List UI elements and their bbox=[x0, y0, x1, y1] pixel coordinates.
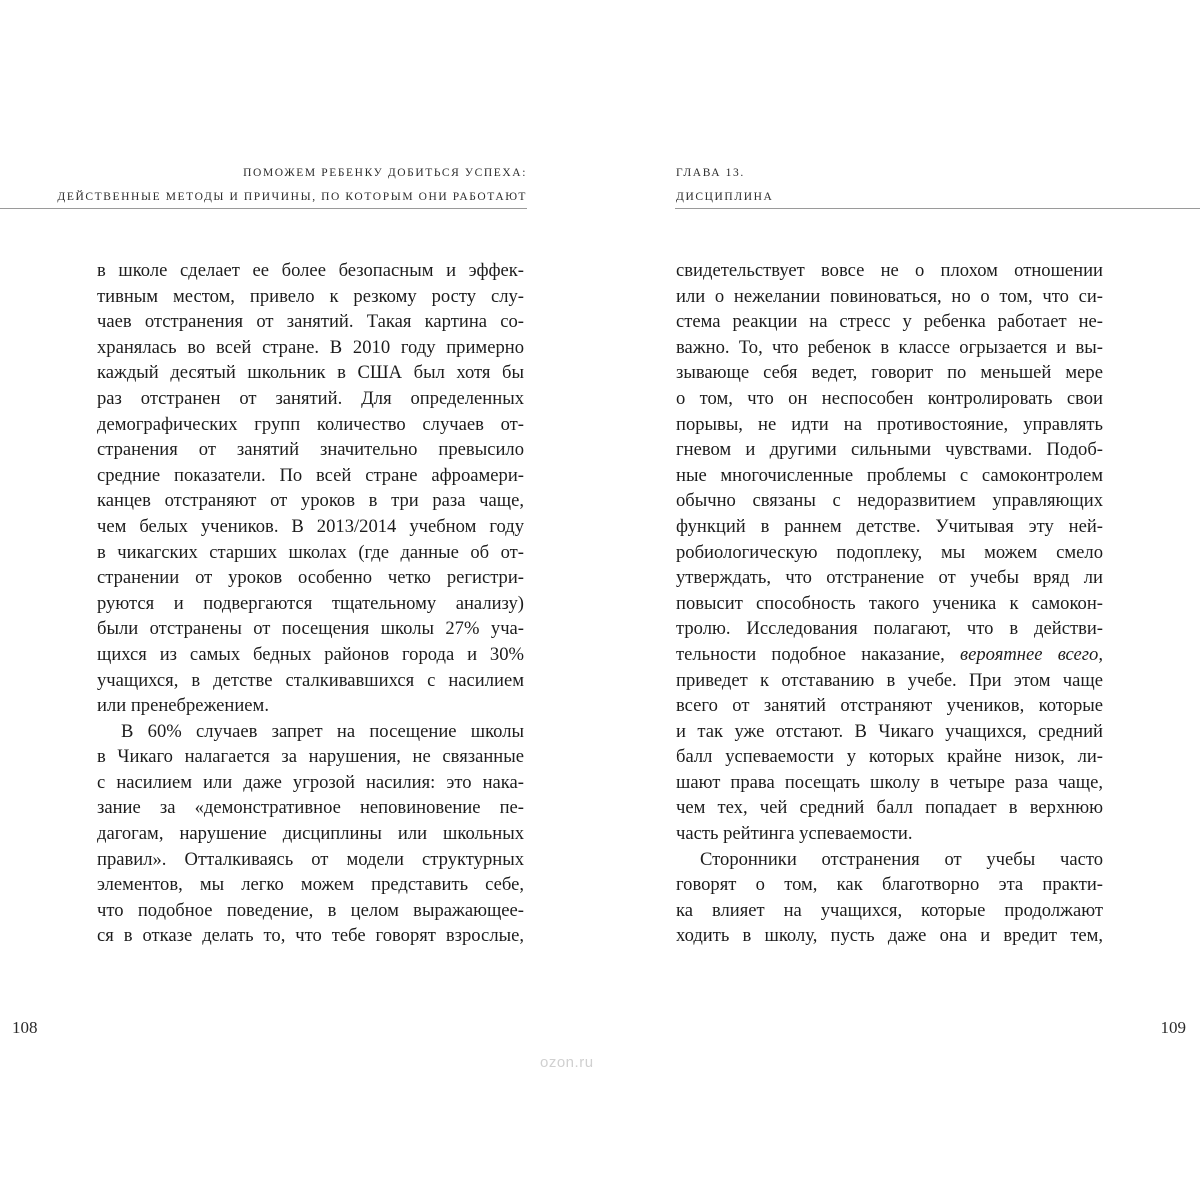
text-line: ка влияет на учащихся, которые продолжают bbox=[676, 899, 1103, 921]
text-line: ходить в школу, пусть даже она и вредит тем, bbox=[676, 925, 1103, 947]
left-page-body bbox=[97, 258, 524, 949]
book-title-line-1: ПОМОЖЕМ РЕБЕНКУ ДОБИТЬСЯ УСПЕХА: bbox=[243, 167, 527, 179]
text-line: говорят о том, как благотворно эта практи- bbox=[676, 874, 1103, 896]
header-rule-right bbox=[675, 208, 1200, 209]
book-title-line-2: ДЕЙСТВЕННЫЕ МЕТОДЫ И ПРИЧИНЫ, ПО КОТОРЫМ ОНИ РАБОТАЮТ bbox=[57, 191, 527, 203]
text-line: в Чикаго налагается за нарушения, не связанные bbox=[97, 746, 524, 768]
text-line: шают права посещать школу в четыре раза чаще, bbox=[676, 771, 1103, 793]
text-line: руются и подвергаются тщательному анализу) bbox=[97, 592, 524, 614]
text-line: приведет к отставанию в учебе. При этом чаще bbox=[676, 669, 1103, 691]
text-line: учащихся, в детстве сталкивавшихся с насилием bbox=[97, 669, 524, 691]
text-line: часть рейтинга успеваемости. bbox=[676, 823, 913, 845]
chapter-title: ДИСЦИПЛИНА bbox=[676, 191, 774, 203]
text-line: В 60% случаев запрет на посещение школы bbox=[121, 720, 524, 742]
text-line: функций в раннем детстве. Учитывая эту ней- bbox=[676, 515, 1103, 537]
text-line: каждый десятый школьник в США был хотя бы bbox=[97, 362, 524, 384]
text-line: правил». Отталкиваясь от модели структурных bbox=[97, 848, 524, 870]
text-line: раз отстранен от занятий. Для определенных bbox=[97, 387, 524, 409]
header-rule-left bbox=[0, 208, 527, 209]
text-line: обычно связаны с недоразвитием управляющих bbox=[676, 490, 1103, 512]
emphasis-text: вероятнее всего, bbox=[960, 643, 1103, 665]
text-line: гневом и другими сильными чувствами. Подоб- bbox=[676, 439, 1103, 461]
text-line: чем белых учеников. В 2013/2014 учебном году bbox=[97, 515, 524, 537]
text-line: зание за «демонстративное неповиновение пе- bbox=[97, 797, 524, 819]
text-line: канцев отстраняют от уроков в три раза чаще, bbox=[97, 490, 524, 512]
watermark: ozon.ru bbox=[540, 1054, 594, 1071]
text-line: были отстранены от посещения школы 27% уча- bbox=[97, 618, 524, 640]
text-line: чем тех, чей средний балл попадает в верхнюю bbox=[676, 797, 1103, 819]
text-line: или о нежелании повиноваться, но о том, что си- bbox=[676, 285, 1103, 307]
text-line: Сторонники отстранения от учебы часто bbox=[700, 848, 1103, 870]
text-line: и так уже отстают. В Чикаго учащихся, средний bbox=[676, 720, 1103, 742]
text-line: средние показатели. По всей стране афроамери- bbox=[97, 464, 524, 486]
running-head-right bbox=[676, 161, 1196, 209]
text-line: элементов, мы легко можем представить себе, bbox=[97, 874, 524, 896]
text-line: тивным местом, привело к резкому росту слу- bbox=[97, 285, 524, 307]
text-line: о том, что он неспособен контролировать свои bbox=[676, 387, 1103, 409]
text-line: с насилием или даже угрозой насилия: это нака- bbox=[97, 771, 524, 793]
text-line: свидетельствует вовсе не о плохом отношении bbox=[676, 260, 1103, 281]
text-line: странения от занятий значительно превысило bbox=[97, 439, 524, 461]
text-line: всего от занятий отстраняют учеников, которые bbox=[676, 695, 1103, 717]
text-line: важно. То, что ребенок в классе огрызается и вы- bbox=[676, 336, 1103, 358]
text-line: чаев отстранения от занятий. Такая картина со- bbox=[97, 311, 524, 333]
chapter-number: ГЛАВА 13. bbox=[676, 167, 745, 179]
text-line: балл успеваемости у которых крайне низок, ли- bbox=[676, 746, 1103, 768]
text-line: зывающе себя ведет, говорит по меньшей мере bbox=[676, 362, 1103, 384]
running-head-left bbox=[7, 161, 527, 209]
text-line: робиологическую подоплеку, мы можем смело bbox=[676, 541, 1103, 563]
text-line: утверждать, что отстранение от учебы вряд ли bbox=[676, 567, 1103, 589]
text-line: странении от уроков особенно четко регистри- bbox=[97, 567, 524, 589]
text-line: тельности подобное наказание, вероятнее всего, bbox=[676, 643, 1103, 665]
page-number-right: 109 bbox=[1160, 1018, 1186, 1037]
text-line: что подобное поведение, в целом выражающее- bbox=[97, 899, 524, 921]
text-line: щихся из самых бедных районов города и 30% bbox=[97, 643, 524, 665]
text-line: стема реакции на стресс у ребенка работает не- bbox=[676, 311, 1103, 333]
right-page-body bbox=[676, 258, 1103, 949]
text-line: в чикагских старших школах (где данные об от- bbox=[97, 541, 524, 563]
text-line: в школе сделает ее более безопасным и эффек- bbox=[97, 260, 524, 281]
text-line: ся в отказе делать то, что тебе говорят взрослые, bbox=[97, 925, 524, 947]
text-line: демографических групп количество случаев от- bbox=[97, 413, 524, 435]
text-line: дагогам, нарушение дисциплины или школьных bbox=[97, 823, 524, 845]
text-line: тролю. Исследования полагают, что в действи- bbox=[676, 618, 1103, 640]
text-line: или пренебрежением. bbox=[97, 695, 269, 717]
text-line: порывы, не идти на противостояние, управлять bbox=[676, 413, 1103, 435]
page-number-left: 108 bbox=[12, 1018, 38, 1037]
text-line: ные многочисленные проблемы с самоконтролем bbox=[676, 464, 1103, 486]
text-line: хранялась во всей стране. В 2010 году примерно bbox=[97, 336, 524, 358]
text-line: повысит способность такого ученика к самокон- bbox=[676, 592, 1103, 614]
